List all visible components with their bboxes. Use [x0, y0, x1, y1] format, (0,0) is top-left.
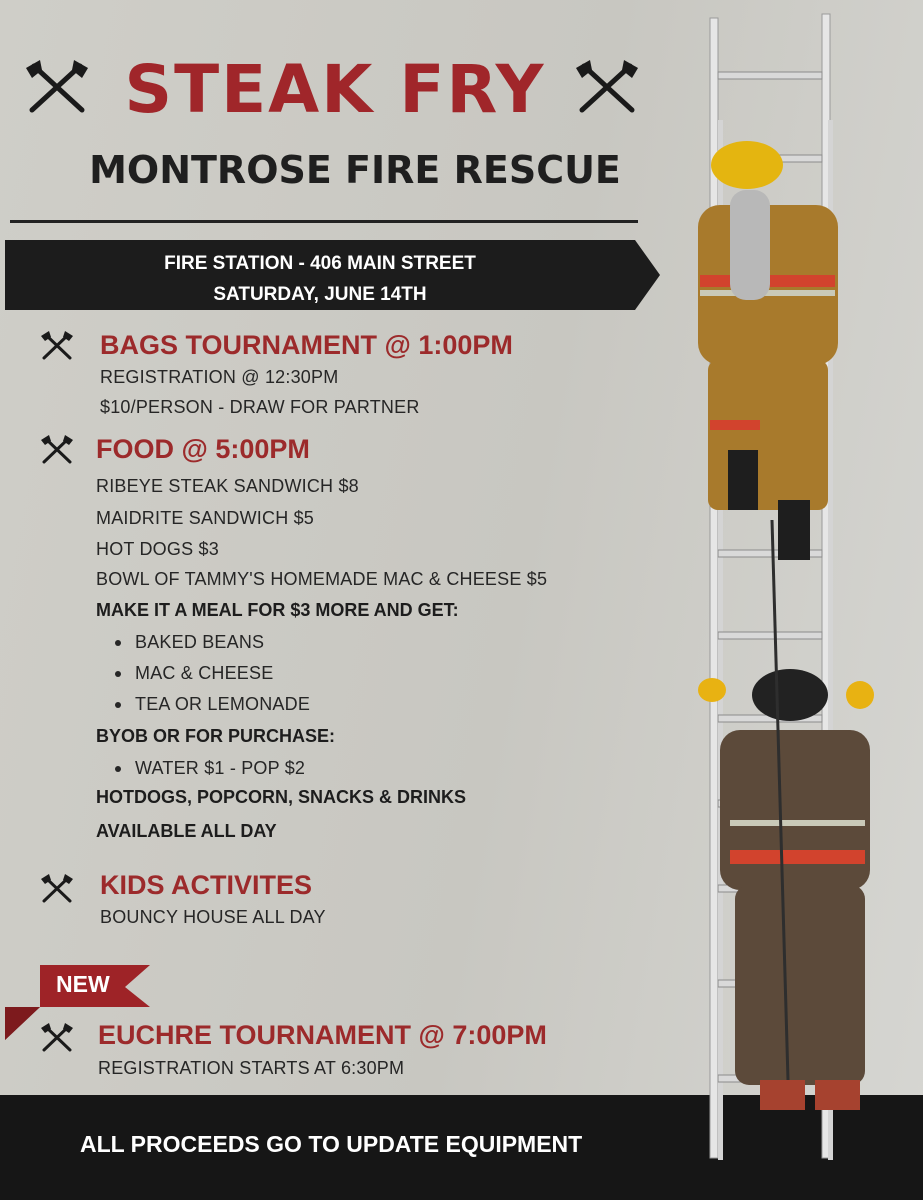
crossed-axes-icon	[22, 58, 92, 118]
kids-heading: KIDS ACTIVITES	[100, 870, 313, 900]
all-day-line1: HOTDOGS, POPCORN, SNACKS & DRINKS	[96, 787, 467, 807]
food-item: MAIDRITE SANDWICH $5	[96, 508, 315, 528]
food-item: BOWL OF TAMMY'S HOMEMADE MAC & CHEESE $5	[96, 569, 548, 589]
drinks-heading: BYOB OR FOR PURCHASE:	[96, 726, 336, 746]
bags-price: $10/PERSON - DRAW FOR PARTNER	[100, 397, 420, 417]
banner-date: SATURDAY, JUNE 14TH	[213, 284, 427, 305]
new-badge: NEW	[56, 971, 110, 997]
crossed-axes-icon	[40, 434, 74, 466]
euchre-heading: EUCHRE TOURNAMENT @ 7:00PM	[98, 1020, 547, 1050]
food-item: RIBEYE STEAK SANDWICH $8	[96, 476, 359, 496]
meal-heading: MAKE IT A MEAL FOR $3 MORE AND GET:	[96, 600, 459, 620]
event-title: STEAK FRY	[124, 51, 546, 128]
all-day-line2: AVAILABLE ALL DAY	[96, 821, 277, 841]
meal-item: BAKED BEANS	[135, 632, 265, 652]
food-heading: FOOD @ 5:00PM	[96, 434, 310, 464]
crossed-axes-icon	[40, 873, 74, 905]
crossed-axes-icon	[40, 330, 74, 362]
euchre-detail: REGISTRATION STARTS AT 6:30PM	[98, 1058, 405, 1078]
meal-item: TEA OR LEMONADE	[135, 694, 311, 714]
crossed-axes-icon	[40, 1022, 74, 1054]
footer-text: ALL PROCEEDS GO TO UPDATE EQUIPMENT	[80, 1131, 583, 1157]
banner-text	[40, 248, 600, 310]
crossed-axes-icon	[572, 58, 642, 118]
organizer-title: MONTROSE FIRE RESCUE	[89, 148, 621, 192]
food-item: HOT DOGS $3	[96, 539, 219, 559]
kids-detail: BOUNCY HOUSE ALL DAY	[100, 907, 326, 927]
bags-registration: REGISTRATION @ 12:30PM	[100, 367, 339, 387]
banner-location: FIRE STATION - 406 MAIN STREET	[164, 253, 476, 274]
bags-heading: BAGS TOURNAMENT @ 1:00PM	[100, 330, 513, 360]
firefighters-on-ladder-photo	[690, 0, 890, 1165]
meal-item: MAC & CHEESE	[135, 663, 274, 683]
divider	[10, 220, 638, 223]
drinks-item: WATER $1 - POP $2	[135, 758, 306, 778]
